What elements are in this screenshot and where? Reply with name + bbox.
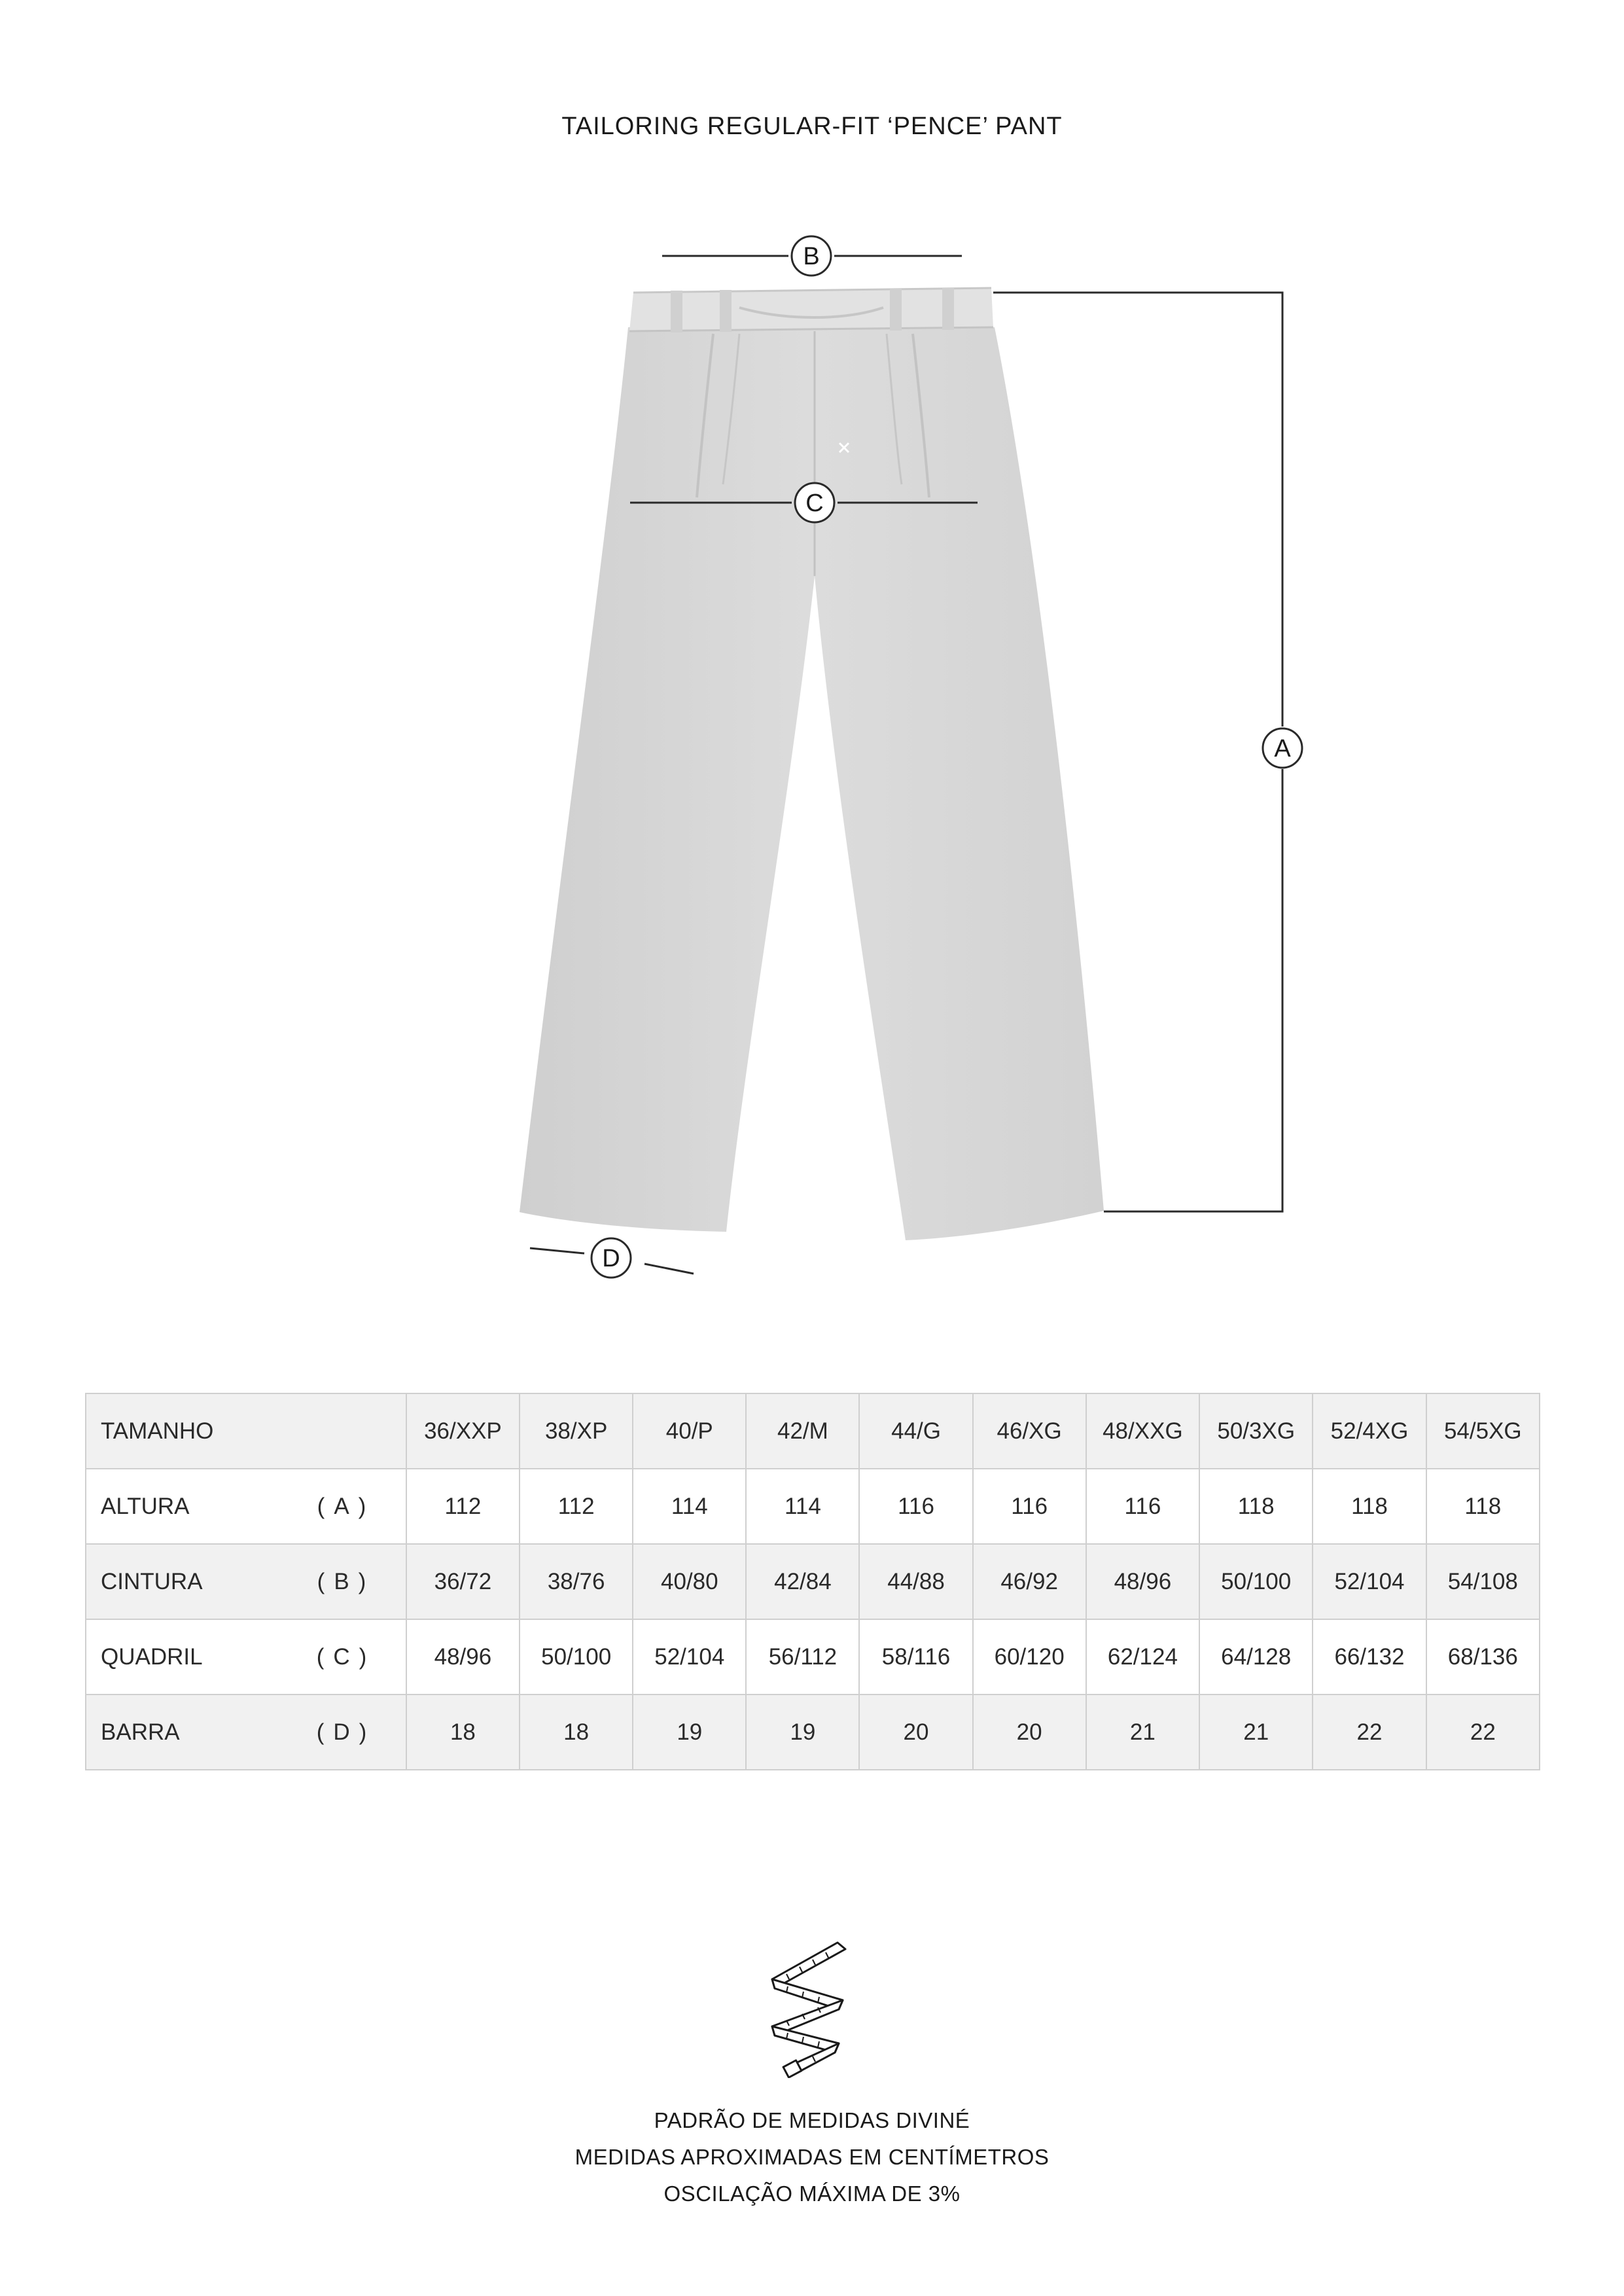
value-cell: 50/100 [520,1619,633,1695]
footer-line: PADRÃO DE MEDIDAS DIVINÉ [654,2108,970,2132]
header-label: TAMANHO [101,1418,214,1444]
value-cell: 68/136 [1426,1619,1540,1695]
value-cell: 118 [1426,1469,1540,1544]
row-label-cell [86,1695,406,1770]
value-cell: 21 [1199,1695,1313,1770]
measuring-tape-icon [767,1937,852,2078]
row-label-cell [86,1544,406,1619]
row-label-cell [86,1619,406,1695]
marker-a: A [1274,735,1291,762]
footer-line: OSCILAÇÃO MÁXIMA DE 3% [663,2181,961,2206]
value-cell: 64/128 [1199,1619,1313,1695]
value-cell: 20 [973,1695,1086,1770]
value-cell: 54/108 [1426,1544,1540,1619]
value-cell: 19 [746,1695,859,1770]
value-cell: 112 [520,1469,633,1544]
value-cell: 66/132 [1313,1619,1426,1695]
measure-d [530,1238,694,1278]
size-cell: 44/G [859,1393,972,1469]
table-row [86,1469,1540,1544]
marker-c: C [805,490,824,517]
row-code: (C) [316,1643,376,1670]
value-cell: 40/80 [633,1544,746,1619]
size-table [85,1393,1540,1770]
value-cell: 114 [633,1469,746,1544]
value-cell: 118 [1199,1469,1313,1544]
size-cell: 50/3XG [1199,1393,1313,1469]
table-row [86,1544,1540,1619]
value-cell: 50/100 [1199,1544,1313,1619]
value-cell: 22 [1426,1695,1540,1770]
value-cell: 44/88 [859,1544,972,1619]
marker-d: D [602,1245,620,1272]
value-cell: 116 [973,1469,1086,1544]
value-cell: 22 [1313,1695,1426,1770]
value-cell: 18 [406,1695,520,1770]
value-cell: 58/116 [859,1619,972,1695]
row-label: CINTURA [101,1568,203,1594]
value-cell: 52/104 [1313,1544,1426,1619]
row-label: BARRA [101,1719,180,1745]
row-code: (B) [317,1568,376,1594]
value-cell: 38/76 [520,1544,633,1619]
value-cell: 48/96 [406,1619,520,1695]
table-header-row [86,1393,1540,1469]
size-cell: 38/XP [520,1393,633,1469]
row-label: QUADRIL [101,1643,203,1670]
table-row [86,1695,1540,1770]
marker-b: B [803,243,820,270]
row-label: ALTURA [101,1493,190,1519]
value-cell: 48/96 [1086,1544,1199,1619]
size-cell: 42/M [746,1393,859,1469]
value-cell: 36/72 [406,1544,520,1619]
size-cell: 46/XG [973,1393,1086,1469]
size-cell: 54/5XG [1426,1393,1540,1469]
size-cell: 48/XXG [1086,1393,1199,1469]
footer-line: MEDIDAS APROXIMADAS EM CENTÍMETROS [574,2145,1050,2169]
value-cell: 46/92 [973,1544,1086,1619]
size-cell: 52/4XG [1313,1393,1426,1469]
value-cell: 60/120 [973,1619,1086,1695]
size-cell: 40/P [633,1393,746,1469]
footer-notes [0,2102,1624,2212]
value-cell: 18 [520,1695,633,1770]
size-cell: 36/XXP [406,1393,520,1469]
value-cell: 62/124 [1086,1619,1199,1695]
page-title: TAILORING REGULAR-FIT ‘PENCE’ PANT [561,113,1063,140]
value-cell: 19 [633,1695,746,1770]
value-cell: 20 [859,1695,972,1770]
header-label-cell [86,1393,406,1469]
value-cell: 116 [859,1469,972,1544]
value-cell: 112 [406,1469,520,1544]
row-label-cell [86,1469,406,1544]
value-cell: 114 [746,1469,859,1544]
value-cell: 116 [1086,1469,1199,1544]
measure-b [662,236,962,276]
value-cell: 52/104 [633,1619,746,1695]
pant-illustration [520,288,1104,1240]
table-row [86,1619,1540,1695]
value-cell: 42/84 [746,1544,859,1619]
value-cell: 118 [1313,1469,1426,1544]
row-code: (A) [317,1493,376,1519]
row-code: (D) [316,1719,376,1745]
value-cell: 56/112 [746,1619,859,1695]
value-cell: 21 [1086,1695,1199,1770]
